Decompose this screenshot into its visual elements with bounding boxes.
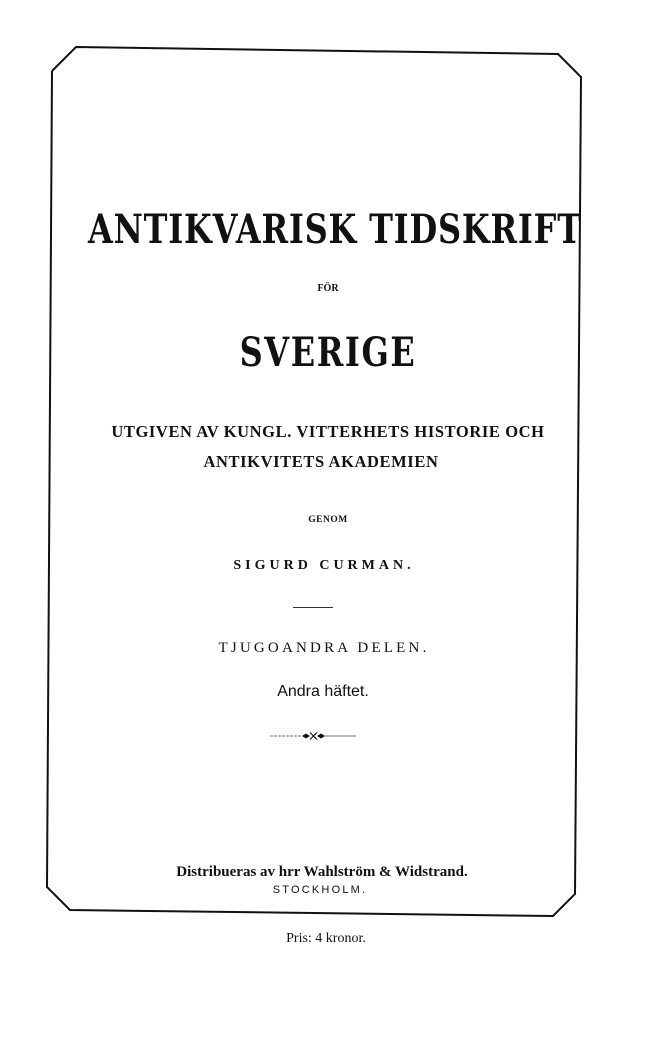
distribution-line: Distribueras av hrr Wahlström & Widstrand. — [176, 864, 468, 880]
journal-title: ANTIKVARISK TIDSKRIFT — [88, 206, 582, 253]
divider-rule — [293, 607, 333, 608]
price-label: Pris: 4 kronor. — [286, 931, 366, 946]
for-label: FÖR — [317, 283, 339, 294]
genom-label: GENOM — [308, 515, 348, 525]
publisher-line-2: ANTIKVITETS AKADEMIEN — [203, 452, 439, 471]
issue-label: Andra häftet. — [277, 683, 369, 700]
country-title: SVERIGE — [239, 329, 417, 376]
publisher-line-1: UTGIVEN AV KUNGL. VITTERHETS HISTORIE OCH — [111, 422, 545, 441]
city-label: STOCKHOLM. — [272, 884, 368, 896]
volume-label: TJUGOANDRA DELEN. — [218, 640, 430, 656]
editor-name: SIGURD CURMAN. — [233, 558, 415, 573]
ornament-divider-icon — [268, 730, 358, 742]
